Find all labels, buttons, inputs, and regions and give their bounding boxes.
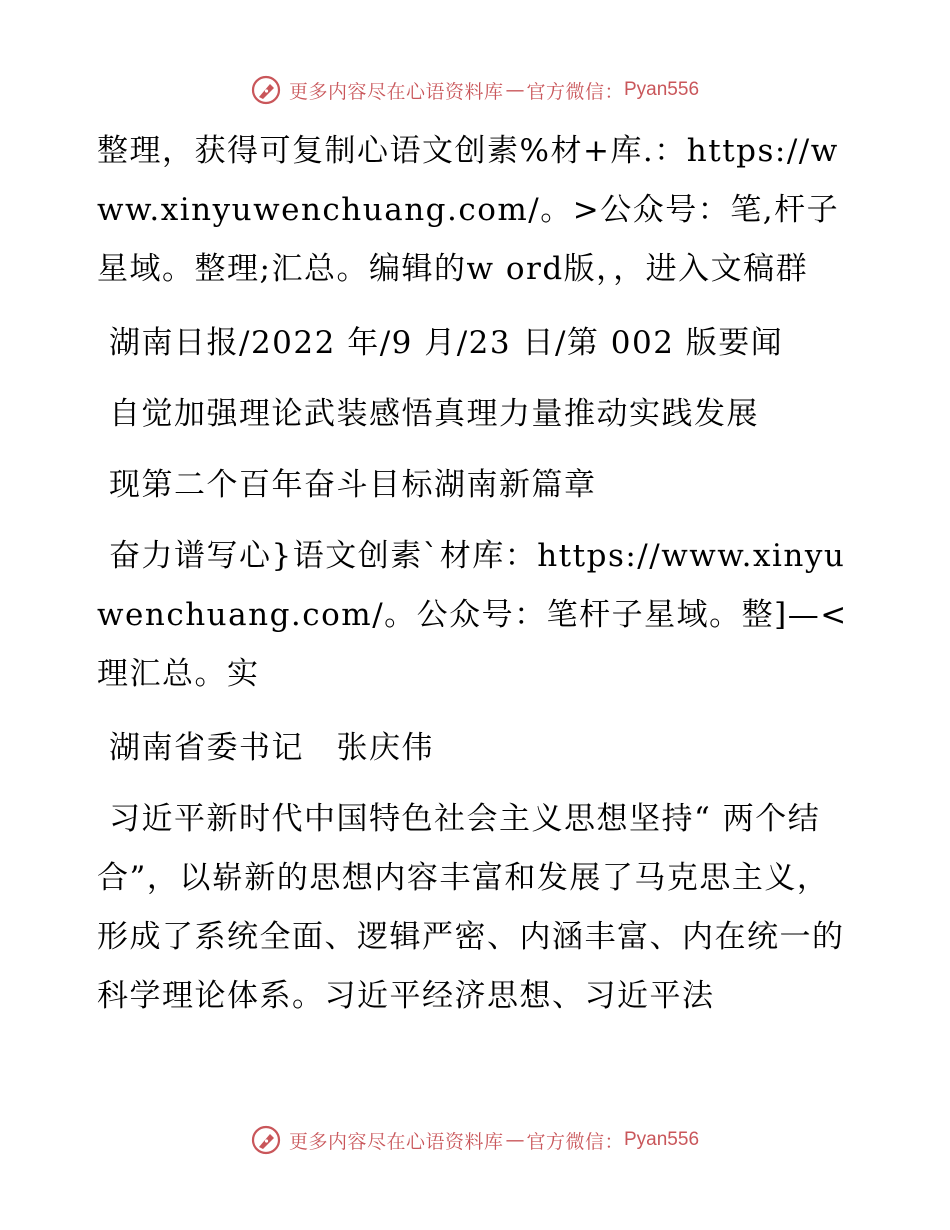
- paragraph-dateline: 湖南日报/2022 年/9 月/23 日/第 002 版要闻: [109, 325, 784, 361]
- watermark-text: 更多内容尽在心语资料库: [288, 80, 504, 103]
- watermark-label: 官方微信：: [526, 1130, 624, 1153]
- paragraph-source-note: 整理，获得可复制心语文创素%材+库.：https://www.xinyuwenchuang.com/。>公众号：笔,杆子星域。整理;汇总。编辑的w ord版，，进入文稿群: [97, 133, 840, 287]
- pen-nib-icon: [251, 75, 281, 105]
- paragraph-headline-3: 奋力谱写心}语文创素`材库：https://www.xinyuwenchuang.com/。公众号：笔杆子星域。整]—<理汇总。实: [97, 538, 848, 692]
- paragraph-author: 湖南省委书记 张庆伟: [109, 730, 434, 766]
- paragraph-headline-1: 自觉加强理论武装感悟真理力量推动实践发展: [109, 396, 759, 432]
- watermark-text: 更多内容尽在心语资料库: [288, 1130, 504, 1153]
- paragraph-headline-2: 现第二个百年奋斗目标湖南新篇章: [109, 467, 597, 503]
- watermark-label: 官方微信：: [526, 80, 624, 103]
- watermark-wechat-id: Pyan556: [624, 1129, 700, 1150]
- document-body: [97, 122, 857, 1041]
- paragraph-body: 习近平新时代中国特色社会主义思想坚持“ 两个结合”，以崭新的思想内容丰富和发展了马克思主义，形成了系统全面、逻辑严密、内涵丰富、内在统一的科学理论体系。习近平经济思想、习近平法: [97, 801, 845, 1014]
- watermark-separator: —: [505, 1129, 525, 1151]
- footer-watermark: [0, 1120, 950, 1160]
- header-watermark: [0, 70, 950, 110]
- watermark-wechat-id: Pyan556: [624, 79, 700, 100]
- watermark-separator: —: [505, 79, 525, 101]
- pen-nib-icon: [251, 1125, 281, 1155]
